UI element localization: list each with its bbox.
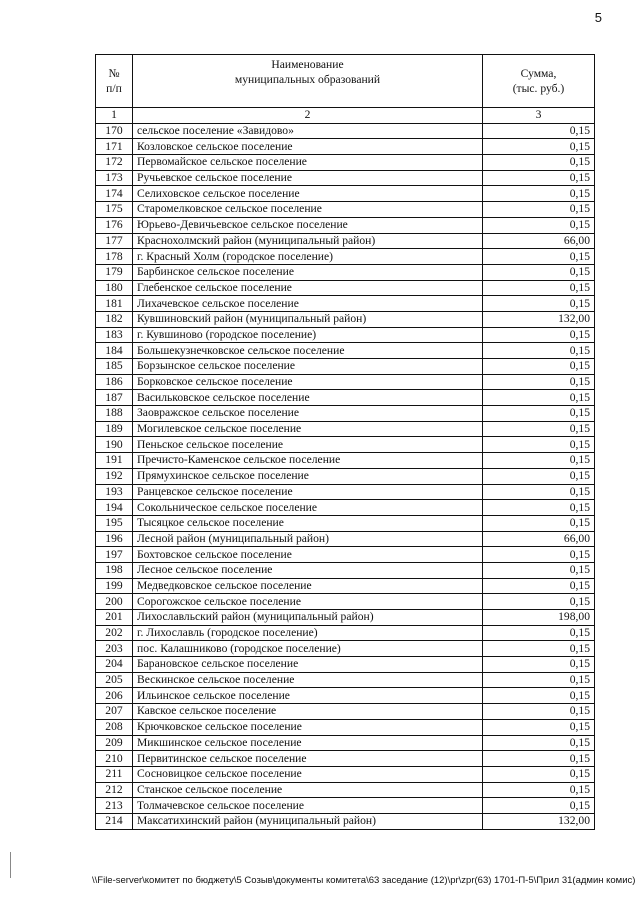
row-sum: 0,15	[483, 657, 595, 673]
row-number: 172	[96, 155, 133, 171]
row-sum: 0,15	[483, 735, 595, 751]
row-sum: 0,15	[483, 594, 595, 610]
row-name: Микшинское сельское поселение	[133, 735, 483, 751]
row-sum: 66,00	[483, 233, 595, 249]
row-sum: 132,00	[483, 311, 595, 327]
row-name: пос. Калашниково (городское поселение)	[133, 641, 483, 657]
row-number: 211	[96, 766, 133, 782]
row-name: Борзынское сельское поселение	[133, 359, 483, 375]
row-number: 209	[96, 735, 133, 751]
table-header-row	[96, 55, 595, 108]
row-name: Барановское сельское поселение	[133, 657, 483, 673]
header-name-line1: Наименование	[271, 58, 344, 71]
row-name: Барбинское сельское поселение	[133, 264, 483, 280]
header-sum	[483, 55, 595, 108]
row-number: 175	[96, 202, 133, 218]
table-row	[96, 578, 595, 594]
table-row	[96, 343, 595, 359]
row-name: Лесное сельское поселение	[133, 562, 483, 578]
row-number: 170	[96, 123, 133, 139]
table-row	[96, 735, 595, 751]
column-index-3: 3	[483, 108, 595, 124]
row-name: Старомелковское сельское поселение	[133, 202, 483, 218]
table-row	[96, 468, 595, 484]
allocation-table	[95, 54, 595, 830]
row-number: 199	[96, 578, 133, 594]
row-sum: 0,15	[483, 406, 595, 422]
row-name: г. Красный Холм (городское поселение)	[133, 249, 483, 265]
table-row	[96, 280, 595, 296]
row-number: 195	[96, 515, 133, 531]
table-row	[96, 217, 595, 233]
row-name: Могилевское сельское поселение	[133, 421, 483, 437]
header-name	[133, 55, 483, 108]
row-name: Юрьево-Девичьевское сельское поселение	[133, 217, 483, 233]
table-row	[96, 531, 595, 547]
row-name: Ручьевское сельское поселение	[133, 170, 483, 186]
row-sum: 0,15	[483, 453, 595, 469]
row-sum: 0,15	[483, 719, 595, 735]
table-row	[96, 657, 595, 673]
table-row	[96, 374, 595, 390]
row-sum: 0,15	[483, 202, 595, 218]
row-name: сельское поселение «Завидово»	[133, 123, 483, 139]
row-name: Ранцевское сельское поселение	[133, 484, 483, 500]
row-number: 201	[96, 610, 133, 626]
header-sum-line2: (тыс. руб.)	[512, 82, 565, 95]
table-row	[96, 311, 595, 327]
row-name: Кавское сельское поселение	[133, 704, 483, 720]
row-sum: 0,15	[483, 374, 595, 390]
row-name: Медведковское сельское поселение	[133, 578, 483, 594]
row-name: Глебенское сельское поселение	[133, 280, 483, 296]
footer-file-path: \\File-server\комитет по бюджету\5 Созыв\документы комитета\63 заседание (12)\pr\zpr(63) 1701-П-5\Прил 31(админ комис)	[92, 875, 636, 886]
row-number: 206	[96, 688, 133, 704]
row-sum: 0,15	[483, 515, 595, 531]
row-name: Ильинское сельское поселение	[133, 688, 483, 704]
row-number: 198	[96, 562, 133, 578]
row-number: 180	[96, 280, 133, 296]
row-number: 213	[96, 798, 133, 814]
row-name: Сокольническое сельское поселение	[133, 500, 483, 516]
table-row	[96, 453, 595, 469]
table-row	[96, 688, 595, 704]
row-name: Крючковское сельское поселение	[133, 719, 483, 735]
row-name: Первитинское сельское поселение	[133, 751, 483, 767]
row-sum: 0,15	[483, 798, 595, 814]
row-name: Пречисто-Каменское сельское поселение	[133, 453, 483, 469]
column-index-1: 1	[96, 108, 133, 124]
table-row	[96, 766, 595, 782]
row-sum: 0,15	[483, 264, 595, 280]
row-sum: 0,15	[483, 641, 595, 657]
row-number: 177	[96, 233, 133, 249]
table-row	[96, 719, 595, 735]
row-number: 191	[96, 453, 133, 469]
table-row	[96, 421, 595, 437]
row-sum: 66,00	[483, 531, 595, 547]
row-sum: 0,15	[483, 421, 595, 437]
row-number: 197	[96, 547, 133, 563]
table-row	[96, 249, 595, 265]
row-sum: 0,15	[483, 704, 595, 720]
table-row	[96, 437, 595, 453]
row-number: 182	[96, 311, 133, 327]
row-sum: 0,15	[483, 155, 595, 171]
row-sum: 0,15	[483, 327, 595, 343]
row-name: Первомайское сельское поселение	[133, 155, 483, 171]
table-row	[96, 672, 595, 688]
row-number: 171	[96, 139, 133, 155]
table-row	[96, 264, 595, 280]
row-name: Заовражское сельское поселение	[133, 406, 483, 422]
row-name: Станское сельское поселение	[133, 782, 483, 798]
row-sum: 0,15	[483, 468, 595, 484]
row-sum: 0,15	[483, 296, 595, 312]
row-number: 193	[96, 484, 133, 500]
row-sum: 0,15	[483, 688, 595, 704]
row-number: 187	[96, 390, 133, 406]
header-number	[96, 55, 133, 108]
table-row	[96, 170, 595, 186]
row-name: Бохтовское сельское поселение	[133, 547, 483, 563]
row-name: Сосновицкое сельское поселение	[133, 766, 483, 782]
row-name: Большекузнечковское сельское поселение	[133, 343, 483, 359]
row-sum: 0,15	[483, 751, 595, 767]
table-row	[96, 139, 595, 155]
row-sum: 0,15	[483, 484, 595, 500]
margin-mark	[10, 852, 11, 878]
table-row	[96, 515, 595, 531]
table-row	[96, 798, 595, 814]
row-number: 183	[96, 327, 133, 343]
row-name: Селиховское сельское поселение	[133, 186, 483, 202]
row-name: Кувшиновский район (муниципальный район)	[133, 311, 483, 327]
table-row	[96, 625, 595, 641]
row-name: Сорогожское сельское поселение	[133, 594, 483, 610]
table-row	[96, 484, 595, 500]
header-sum-line1: Сумма,	[520, 67, 557, 80]
row-sum: 0,15	[483, 217, 595, 233]
table-row	[96, 390, 595, 406]
row-number: 178	[96, 249, 133, 265]
row-sum: 0,15	[483, 343, 595, 359]
row-name: Краснохолмский район (муниципальный район)	[133, 233, 483, 249]
row-number: 207	[96, 704, 133, 720]
row-number: 192	[96, 468, 133, 484]
table-row	[96, 202, 595, 218]
row-number: 174	[96, 186, 133, 202]
row-number: 208	[96, 719, 133, 735]
row-number: 196	[96, 531, 133, 547]
column-index-2: 2	[133, 108, 483, 124]
table-row	[96, 610, 595, 626]
row-sum: 0,15	[483, 672, 595, 688]
row-number: 181	[96, 296, 133, 312]
row-sum: 0,15	[483, 390, 595, 406]
table-row	[96, 594, 595, 610]
table-body	[96, 123, 595, 829]
table-row	[96, 547, 595, 563]
row-name: г. Лихославль (городское поселение)	[133, 625, 483, 641]
row-sum: 0,15	[483, 578, 595, 594]
header-number-symbol: №	[108, 67, 120, 80]
row-name: Толмачевское сельское поселение	[133, 798, 483, 814]
table-row	[96, 782, 595, 798]
row-name: Прямухинское сельское поселение	[133, 468, 483, 484]
row-sum: 132,00	[483, 813, 595, 829]
row-sum: 0,15	[483, 500, 595, 516]
row-number: 202	[96, 625, 133, 641]
header-number-abbrev: п/п	[106, 82, 122, 95]
row-number: 190	[96, 437, 133, 453]
row-number: 189	[96, 421, 133, 437]
row-number: 200	[96, 594, 133, 610]
table-row	[96, 406, 595, 422]
table-row	[96, 123, 595, 139]
row-sum: 0,15	[483, 359, 595, 375]
row-sum: 0,15	[483, 625, 595, 641]
row-number: 179	[96, 264, 133, 280]
table-row	[96, 562, 595, 578]
row-sum: 0,15	[483, 170, 595, 186]
row-number: 194	[96, 500, 133, 516]
column-index-row	[96, 108, 595, 124]
row-name: Борковское сельское поселение	[133, 374, 483, 390]
row-sum: 0,15	[483, 766, 595, 782]
row-number: 186	[96, 374, 133, 390]
table-row	[96, 813, 595, 829]
row-number: 205	[96, 672, 133, 688]
row-sum: 0,15	[483, 562, 595, 578]
row-name: Лесной район (муниципальный район)	[133, 531, 483, 547]
table-row	[96, 500, 595, 516]
row-number: 188	[96, 406, 133, 422]
table-row	[96, 641, 595, 657]
row-number: 212	[96, 782, 133, 798]
row-name: Тысяцкое сельское поселение	[133, 515, 483, 531]
row-sum: 0,15	[483, 186, 595, 202]
row-number: 184	[96, 343, 133, 359]
table-row	[96, 155, 595, 171]
page-number: 5	[594, 10, 602, 25]
row-name: Пеньское сельское поселение	[133, 437, 483, 453]
table-row	[96, 296, 595, 312]
row-number: 176	[96, 217, 133, 233]
row-number: 203	[96, 641, 133, 657]
row-name: г. Кувшиново (городское поселение)	[133, 327, 483, 343]
row-name: Козловское сельское поселение	[133, 139, 483, 155]
row-number: 173	[96, 170, 133, 186]
row-sum: 198,00	[483, 610, 595, 626]
row-number: 185	[96, 359, 133, 375]
header-name-line2: муниципальных образований	[234, 73, 381, 86]
row-sum: 0,15	[483, 249, 595, 265]
row-sum: 0,15	[483, 547, 595, 563]
row-name: Лихославльский район (муниципальный район)	[133, 610, 483, 626]
table-row	[96, 359, 595, 375]
row-sum: 0,15	[483, 123, 595, 139]
row-sum: 0,15	[483, 280, 595, 296]
row-name: Вескинское сельское поселение	[133, 672, 483, 688]
row-name: Васильковское сельское поселение	[133, 390, 483, 406]
row-number: 210	[96, 751, 133, 767]
table-row	[96, 233, 595, 249]
row-sum: 0,15	[483, 782, 595, 798]
row-sum: 0,15	[483, 139, 595, 155]
row-number: 204	[96, 657, 133, 673]
table-row	[96, 704, 595, 720]
table-row	[96, 327, 595, 343]
row-name: Максатихинский район (муниципальный район)	[133, 813, 483, 829]
row-sum: 0,15	[483, 437, 595, 453]
row-name: Лихачевское сельское поселение	[133, 296, 483, 312]
table-row	[96, 751, 595, 767]
table-row	[96, 186, 595, 202]
row-number: 214	[96, 813, 133, 829]
